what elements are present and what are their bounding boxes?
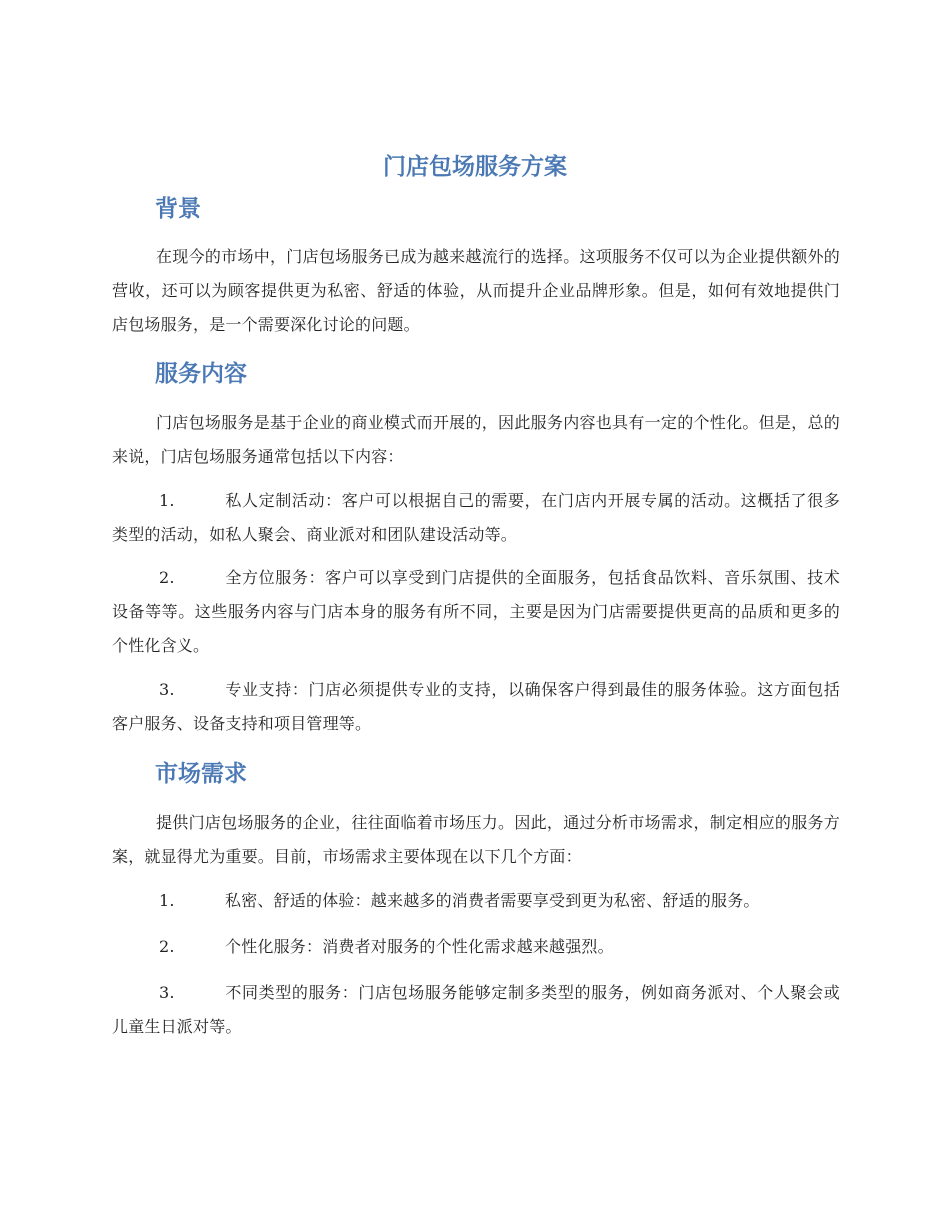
- section-heading-market: 市场需求: [155, 761, 247, 787]
- list-item-number: 2.: [159, 937, 175, 956]
- list-item-text: 个性化服务：消费者对服务的个性化需求越来越强烈。: [225, 937, 614, 956]
- document-title: 门店包场服务方案: [383, 154, 567, 180]
- market-paragraph: 提供门店包场服务的企业，往往面临着市场压力。因此，通过分析市场需求，制定相应的服务方案，就显得尤为重要。目前，市场需求主要体现在以下几个方面：: [112, 813, 840, 866]
- list-item-number: 3.: [159, 680, 175, 699]
- list-item-number: 1.: [159, 491, 175, 510]
- list-item-text: 专业支持：门店必须提供专业的支持，以确保客户得到最佳的服务体验。这方面包括客户服务、设备支持和项目管理等。: [112, 680, 840, 733]
- background-paragraph: 在现今的市场中，门店包场服务已成为越来越流行的选择。这项服务不仅可以为企业提供额外的营收，还可以为顾客提供更为私密、舒适的体验，从而提升企业品牌形象。但是，如何有效地提供门店包场服务，是一个需要深化讨论的问题。: [112, 247, 840, 334]
- list-item-text: 全方位服务：客户可以享受到门店提供的全面服务，包括食品饮料、音乐氛围、技术设备等等。这些服务内容与门店本身的服务有所不同，主要是因为门店需要提供更高的品质和更多的个性化含义。: [112, 568, 840, 655]
- list-item: [112, 561, 840, 663]
- list-item-number: 1.: [159, 891, 175, 910]
- list-item: [112, 673, 840, 741]
- list-item-text: 私人定制活动：客户可以根据自己的需要，在门店内开展专属的活动。这概括了很多类型的活动，如私人聚会、商业派对和团队建设活动等。: [112, 491, 840, 544]
- list-item-text: 私密、舒适的体验：越来越多的消费者需要享受到更为私密、舒适的服务。: [225, 891, 760, 910]
- list-item: [112, 884, 840, 918]
- service-paragraph: 门店包场服务是基于企业的商业模式而开展的，因此服务内容也具有一定的个性化。但是，总的来说，门店包场服务通常包括以下内容：: [112, 413, 840, 466]
- list-item-text: 不同类型的服务：门店包场服务能够定制多类型的服务，例如商务派对、个人聚会或儿童生日派对等。: [112, 983, 840, 1036]
- list-item-number: 2.: [159, 568, 175, 587]
- list-item: [112, 930, 840, 964]
- list-item-number: 3.: [159, 983, 175, 1002]
- section-heading-background: 背景: [155, 196, 201, 222]
- section-heading-service: 服务内容: [155, 361, 247, 387]
- list-item: [112, 976, 840, 1044]
- list-item: [112, 484, 840, 552]
